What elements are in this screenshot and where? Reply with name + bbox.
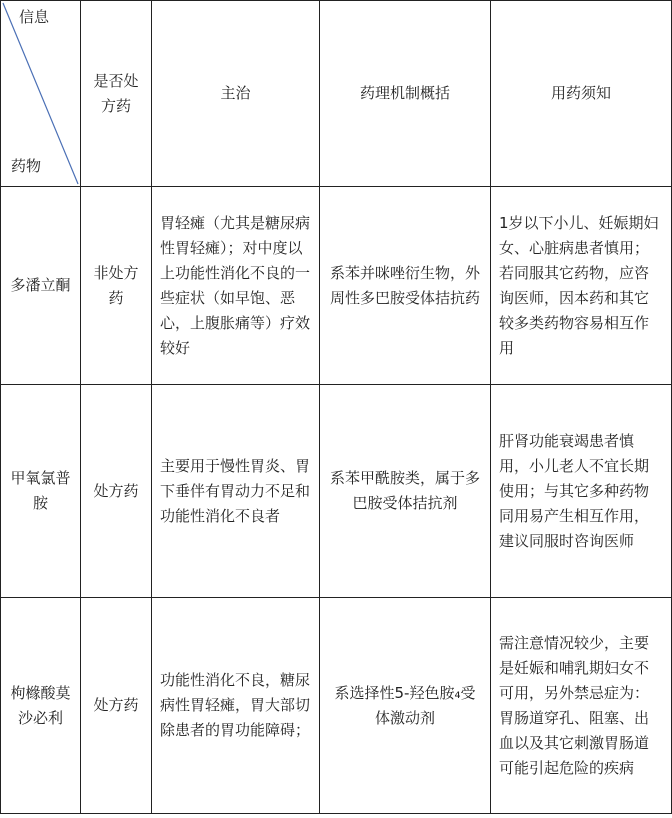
corner-bottom-label: 药物 bbox=[11, 157, 42, 175]
notes-cell: 肝肾功能衰竭患者慎用，小儿老人不宜长期使用；与其它多种药物同用易产生相互作用，建议同服时咨询医师 bbox=[491, 385, 672, 598]
mechanism-cell: 系苯甲酰胺类，属于多巴胺受体拮抗剂 bbox=[320, 385, 491, 598]
drug-name-cell: 多潘立酮 bbox=[1, 187, 81, 385]
table-row bbox=[1, 598, 672, 814]
header-indication: 主治 bbox=[152, 1, 320, 187]
drug-name-cell: 枸橼酸莫沙必利 bbox=[1, 598, 81, 814]
indication-cell: 胃轻瘫（尤其是糖尿病性胃轻瘫）；对中度以上功能性消化不良的一些症状（如早饱、恶心，上腹胀痛等）疗效较好 bbox=[152, 187, 320, 385]
header-notes: 用药须知 bbox=[491, 1, 672, 187]
header-prescription: 是否处方药 bbox=[81, 1, 152, 187]
notes-cell: 1岁以下小儿、妊娠期妇女、心脏病患者慎用；若同服其它药物，应咨询医师，因本药和其它较多类药物容易相互作用 bbox=[491, 187, 672, 385]
mechanism-cell: 系选择性5-羟色胺₄受体激动剂 bbox=[320, 598, 491, 814]
prescription-status-cell: 非处方药 bbox=[81, 187, 152, 385]
header-row bbox=[1, 1, 672, 187]
indication-cell: 功能性消化不良，糖尿病性胃轻瘫，胃大部切除患者的胃功能障碍； bbox=[152, 598, 320, 814]
prescription-status-cell: 处方药 bbox=[81, 598, 152, 814]
indication-cell: 主要用于慢性胃炎、胃下垂伴有胃动力不足和功能性消化不良者 bbox=[152, 385, 320, 598]
table-row bbox=[1, 187, 672, 385]
corner-top-label: 信息 bbox=[19, 8, 50, 26]
mechanism-cell: 系苯并咪唑衍生物，外周性多巴胺受体拮抗药 bbox=[320, 187, 491, 385]
corner-header-cell bbox=[1, 1, 81, 187]
notes-cell: 需注意情况较少，主要是妊娠和哺乳期妇女不可用，另外禁忌症为：胃肠道穿孔、阻塞、出血以及其它刺激胃肠道可能引起危险的疾病 bbox=[491, 598, 672, 814]
drug-name-cell: 甲氧氯普胺 bbox=[1, 385, 81, 598]
header-mechanism: 药理机制概括 bbox=[320, 1, 491, 187]
table-row bbox=[1, 385, 672, 598]
prescription-status-cell: 处方药 bbox=[81, 385, 152, 598]
